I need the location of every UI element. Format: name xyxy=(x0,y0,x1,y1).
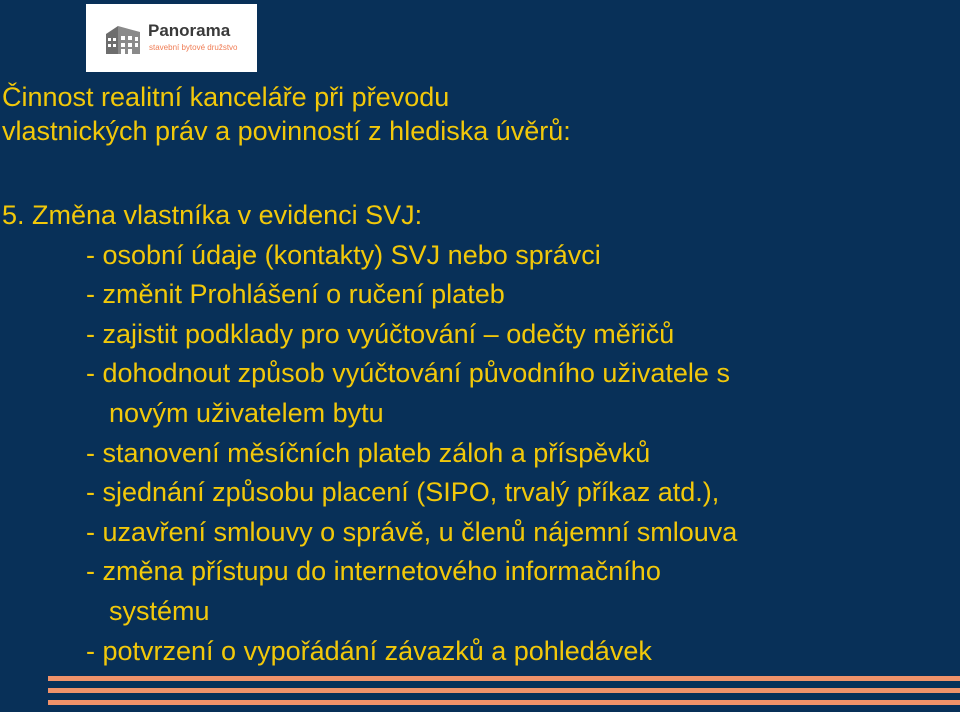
building-icon xyxy=(104,22,142,56)
heading-line-2: vlastnických práv a povinností z hlediska úvěrů: xyxy=(2,116,571,146)
footer-bar xyxy=(48,676,960,681)
logo-subtitle: stavební bytové družstvo xyxy=(149,43,238,52)
list-item: - zajistit podklady pro vyúčtování – odečty měřičů xyxy=(86,318,675,349)
list-item: - změna přístupu do internetového informačního xyxy=(86,556,661,587)
list-item: - dohodnout způsob vyúčtování původního uživatele s xyxy=(86,358,730,389)
logo-name: Panorama xyxy=(148,21,231,40)
footer-decoration xyxy=(48,676,960,712)
heading-line-1: Činnost realitní kanceláře při převodu xyxy=(2,82,450,112)
list-item: - uzavření smlouvy o správě, u členů nájemní smlouva xyxy=(86,516,738,547)
footer-bar xyxy=(48,688,960,693)
list-item: - osobní údaje (kontakty) SVJ nebo správci xyxy=(86,239,601,270)
list-item: - stanovení měsíčních plateb záloh a příspěvků xyxy=(86,437,651,468)
list-item-continuation: novým uživatelem bytu xyxy=(109,397,384,428)
list-item: - potvrzení o vypořádání závazků a pohledávek xyxy=(86,635,652,666)
slide-content xyxy=(0,196,737,671)
section-title: 5. Změna vlastníka v evidenci SVJ: xyxy=(2,200,423,230)
slide-heading xyxy=(2,80,571,148)
list-item-continuation: systému xyxy=(109,595,210,626)
list-item: - změnit Prohlášení o ručení plateb xyxy=(86,279,505,310)
footer-bar xyxy=(48,700,960,705)
list-item: - sjednání způsobu placení (SIPO, trvalý příkaz atd.), xyxy=(86,477,720,508)
company-logo xyxy=(86,4,257,72)
